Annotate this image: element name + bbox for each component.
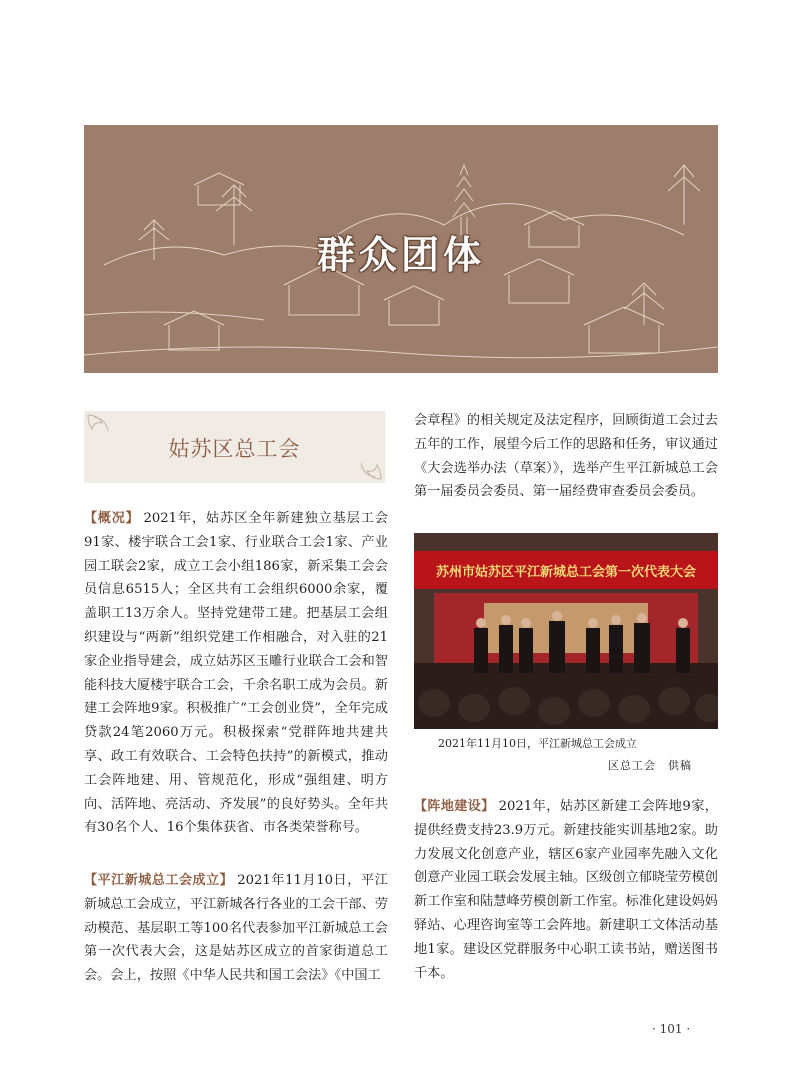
paragraph-tag: 【平江新城总工会成立】 [84,873,234,888]
position-paragraph [414,795,718,985]
paragraph-text: 2021年，姑苏区全年新建独立基层工会91家、楼宇联合工会1家、行业联合工会1家、产业园工联会2家，成立工会小组186家，新采集工会会员信息6515人；全区共有工会组织6000余家，覆盖职工13万余人。坚持党建带工建。把基层工会组织建设与“两新”组织党建工作相融合，对入驻的21家企业指导建会，成立姑苏区玉雕行业联合工会和智能科技大厦楼宇联合工会，千余名职工成为会员。新建工会阵地9家。积极推广“工会创业贷”，全年完成贷款24笔2060万元。积极探索“党群阵地共建共享、政工有效联合、工会特色扶持”的新模式，推动工会阵地建、用、管规范化，形成“强组建、明方向、活阵地、亮活动、齐发展”的良好势头。全年共有30名个人、16个集体获省、市各类荣誉称号。 [84,511,388,836]
paragraph-text: 会章程》的相关规定及法定程序，回顾街道工会过去五年的工作，展望今后工作的思路和任务，审议通过《大会选举办法（草案）》，选举产生平江新城总工会第一届委员会委员、第一届经费审查委员会委员。 [414,413,718,500]
paragraph-text: 2021年11月10日，平江新城总工会成立，平江新城各行各业的工会干部、劳动模范、基层职工等100名代表参加平江新城总工会第一次代表大会，这是姑苏区成立的首家街道总工会。会上，按照《中华人民共和国工会法》《中国工 [84,873,388,984]
photo-credit: 区总工会 供稿 [608,759,692,772]
overview-paragraph [84,507,388,840]
paragraph-tag: 【概况】 [84,511,140,526]
continuation-paragraph [414,409,718,504]
page-number: · 101 · [652,1022,691,1036]
chapter-title: 群众团体 [316,233,485,277]
pingjiang-paragraph [84,869,388,988]
photo-banner-text: 苏州市姑苏区平江新城总工会第一次代表大会 [435,565,697,580]
section-title: 姑苏区总工会 [168,437,301,461]
chapter-banner [84,125,718,373]
paragraph-tag: 【阵地建设】 [414,799,495,814]
paragraph-text: 2021年，姑苏区新建工会阵地9家，提供经费支持23.9万元。新建技能实训基地2家。助力发展文化创意产业，辖区6家产业园率先融入文化创意产业园工联会发展主轴。区级创立郁晓莹劳模创新工作室和陆慧峰劳模创新工作室。标准化建设妈妈驿站、心理咨询室等工会阵地。新建职工文体活动基地1家。建设区党群服务中心职工读书站，赠送图书千本。 [414,799,718,981]
event-photo [414,533,718,729]
photo-caption: 2021年11月10日，平江新城总工会成立 [438,737,637,750]
section-heading-box [84,411,385,483]
